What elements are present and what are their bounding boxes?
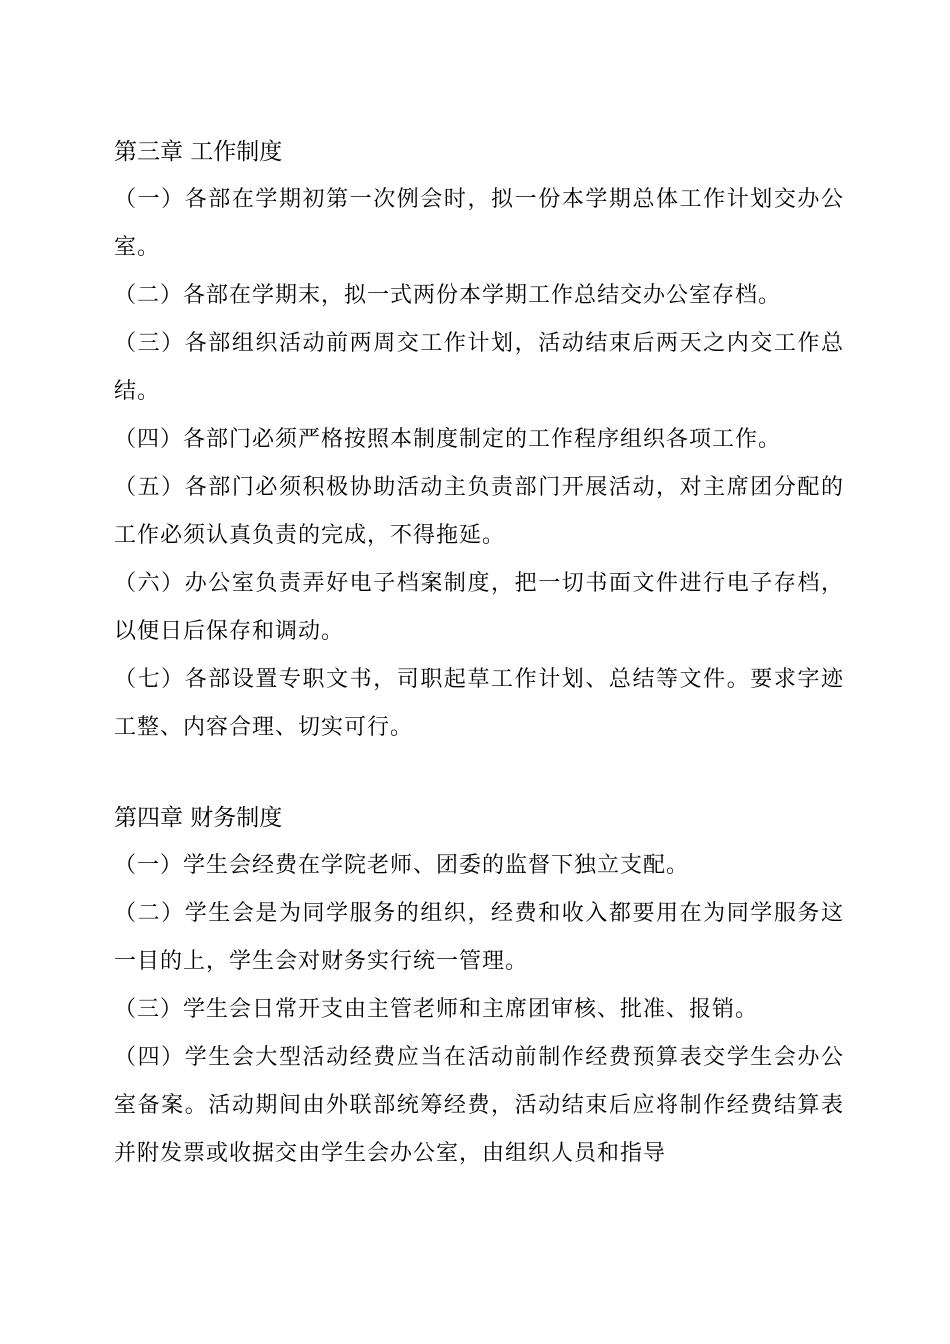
chapter-3-item-3: （三）各部组织活动前两周交工作计划，活动结束后两天之内交工作总结。	[114, 331, 844, 404]
chapter-3-item-5: （五）各部门必须积极协助活动主负责部门开展活动，对主席团分配的工作必须认真负责的完成，不得拖延。	[114, 475, 844, 548]
chapter-4-item-4: （四）学生会大型活动经费应当在活动前制作经费预算表交学生会办公室备案。活动期间由外联部统筹经费，活动结束后应将制作经费结算表并附发票或收据交由学生会办公室，由组织人员和指导	[114, 1045, 844, 1166]
chapter-4-title: 第四章 财务制度	[114, 805, 283, 831]
chapter-4-section	[114, 794, 844, 1178]
chapter-3-item-7: （七）各部设置专职文书，司职起草工作计划、总结等文件。要求字迹工整、内容合理、切实可行。	[114, 667, 844, 740]
chapter-3-item-1: （一）各部在学期初第一次例会时，拟一份本学期总体工作计划交办公室。	[114, 187, 844, 260]
chapter-3-section	[114, 128, 844, 752]
document-page	[114, 128, 844, 1178]
chapter-4-item-2: （二）学生会是为同学服务的组织，经费和收入都要用在为同学服务这一目的上，学生会对财务实行统一管理。	[114, 901, 844, 974]
chapter-4-item-1: （一）学生会经费在学院老师、团委的监督下独立支配。	[114, 853, 690, 878]
chapter-3-item-6: （六）办公室负责弄好电子档案制度，把一切书面文件进行电子存档，以便日后保存和调动。	[114, 571, 844, 644]
chapter-4-item-3: （三）学生会日常开支由主管老师和主席团审核、批准、报销。	[114, 997, 759, 1022]
chapter-3-item-4: （四）各部门必须严格按照本制度制定的工作程序组织各项工作。	[114, 427, 782, 452]
chapter-3-title: 第三章 工作制度	[114, 139, 283, 165]
chapter-3-item-2: （二）各部在学期末，拟一式两份本学期工作总结交办公室存档。	[114, 283, 782, 308]
